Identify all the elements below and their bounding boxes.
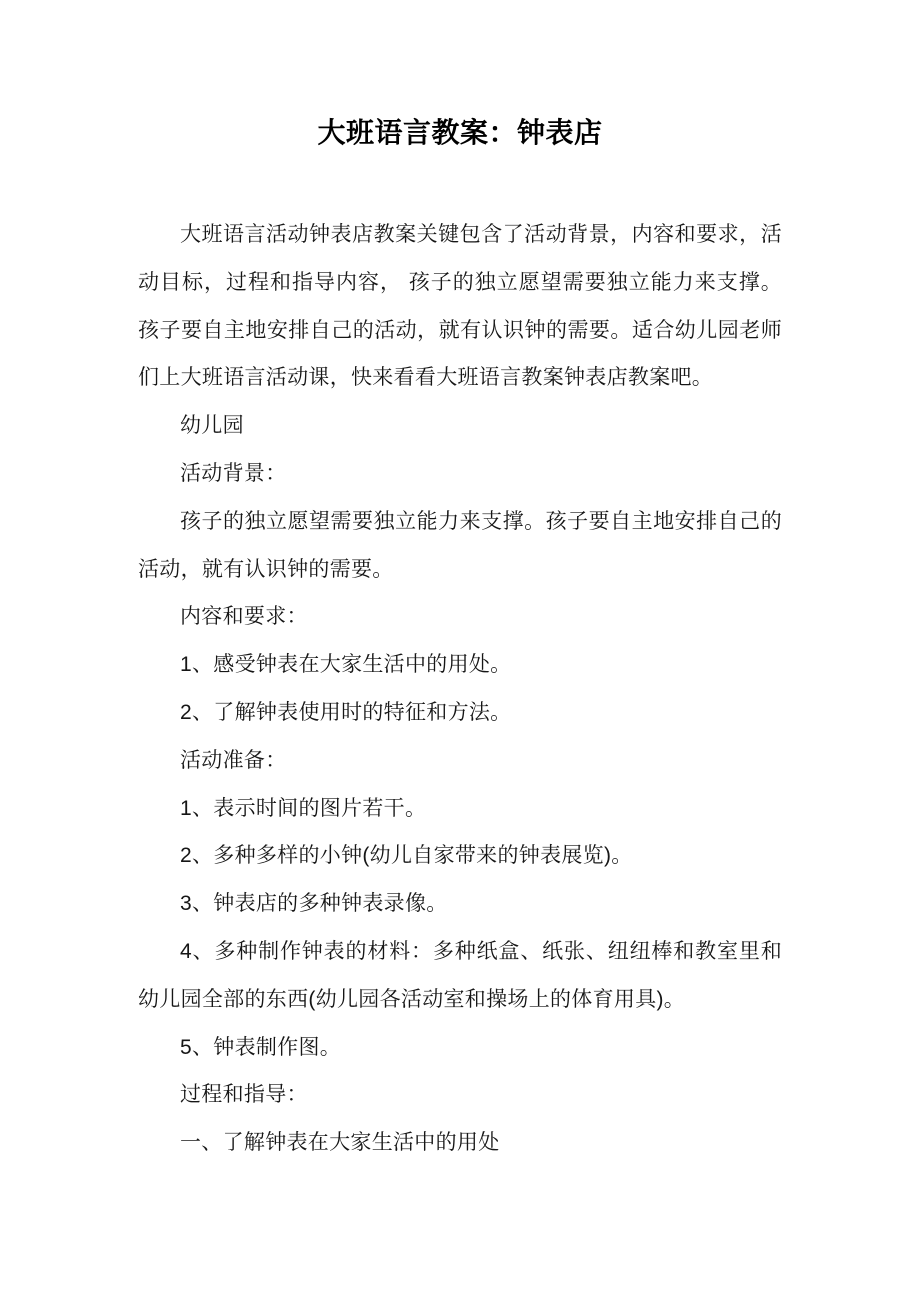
text-line: 孩子的独立愿望需要独立能力来支撑。孩子要自主地安排自己的 xyxy=(180,509,782,533)
text-line: 大班语言活动钟表店教案关键包含了活动背景，内容和要求，活 xyxy=(180,223,782,246)
text-line: 动目标，过程和指导内容， 孩子的独立愿望需要独立能力来支撑。 xyxy=(138,270,782,294)
text-line: 活动，就有认识钟的需要。 xyxy=(138,557,394,581)
text-line: 1、表示时间的图片若干。 xyxy=(180,796,427,820)
text-line: 们上大班语言活动课，快来看看大班语言教案钟表店教案吧。 xyxy=(138,366,714,390)
text-line: 4、多种制作钟表的材料：多种纸盒、纸张、纽纽棒和教室里和 xyxy=(180,939,782,963)
text-line: 过程和指导： xyxy=(180,1083,308,1107)
text-line: 5、钟表制作图。 xyxy=(180,1035,342,1059)
text-line: 孩子要自主地安排自己的活动，就有认识钟的需要。适合幼儿园老师 xyxy=(138,318,782,342)
text-line: 内容和要求： xyxy=(180,605,308,629)
text-line: 活动背景： xyxy=(180,461,287,485)
text-line: 一、了解钟表在大家生活中的用处 xyxy=(180,1131,500,1155)
text-line: 3、钟表店的多种钟表录像。 xyxy=(180,892,448,916)
text-line: 2、了解钟表使用时的特征和方法。 xyxy=(180,700,512,724)
text-line: 幼儿园 xyxy=(180,414,244,438)
text-line: 幼儿园全部的东西(幼儿园各活动室和操场上的体育用具)。 xyxy=(138,987,686,1011)
document-body xyxy=(138,211,782,1167)
text-line: 1、感受钟表在大家生活中的用处。 xyxy=(180,653,512,677)
text-line: 活动准备： xyxy=(180,748,287,772)
document-title: 大班语言教案：钟表店 xyxy=(317,117,603,148)
text-line: 2、多种多样的小钟(幼儿自家带来的钟表展览)。 xyxy=(180,844,633,868)
